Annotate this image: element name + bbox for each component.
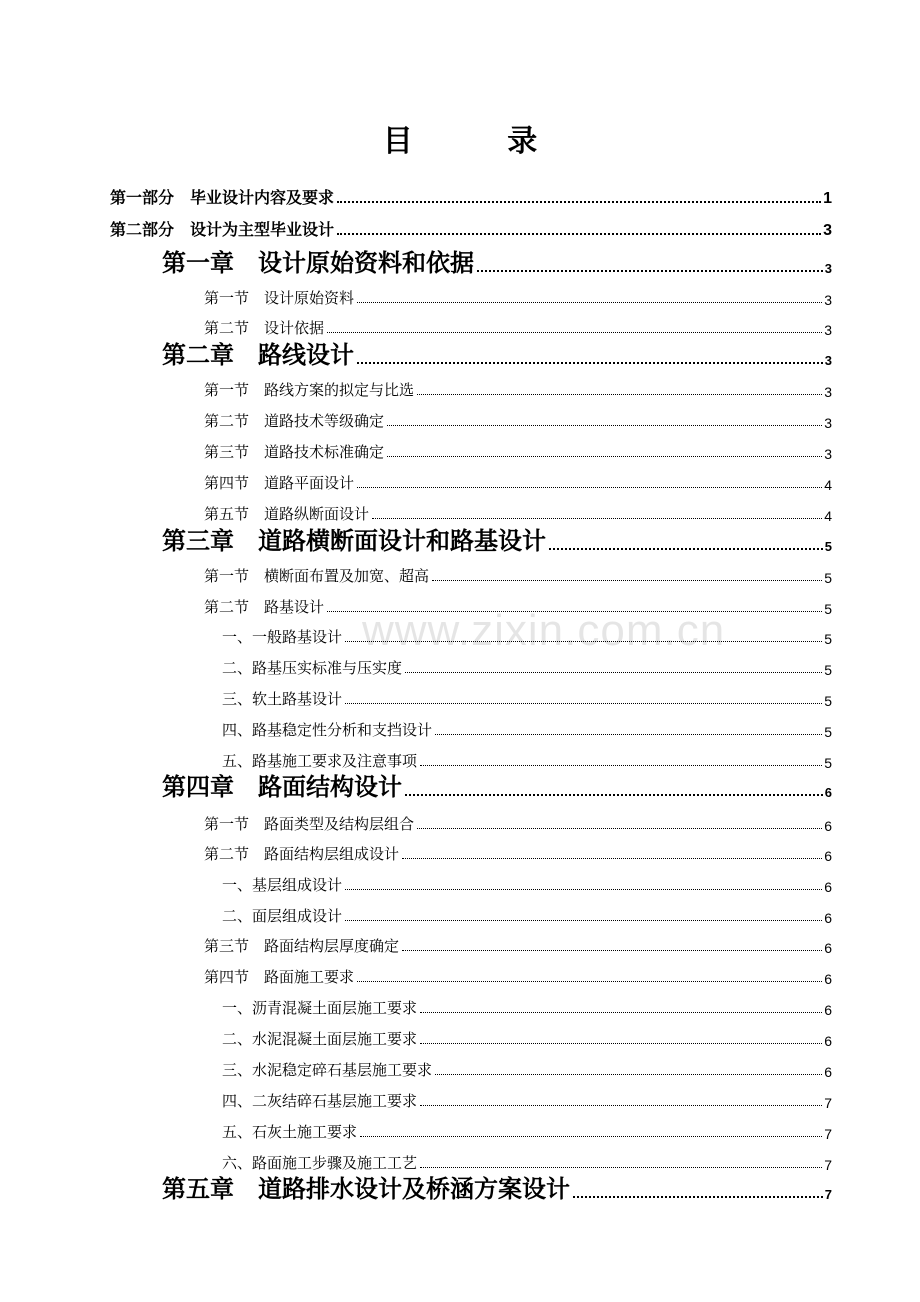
toc-entry-item[interactable] xyxy=(222,623,832,647)
toc-entry-label: 第一部分 毕业设计内容及要求 xyxy=(110,188,335,207)
toc-entry-section[interactable] xyxy=(204,562,832,586)
toc-entry-page-number: 5 xyxy=(824,539,832,554)
toc-entry-page-number: 7 xyxy=(824,1187,832,1202)
dot-leader xyxy=(345,920,822,921)
dot-leader xyxy=(420,1012,822,1013)
toc-entry-section[interactable] xyxy=(204,469,832,493)
toc-entry-label: 二、水泥混凝土面层施工要求 xyxy=(222,1030,418,1048)
toc-entry-label: 第三节 道路技术标准确定 xyxy=(204,443,385,461)
dot-leader xyxy=(420,765,822,766)
toc-entry-item[interactable] xyxy=(222,871,832,895)
toc-entry-item[interactable] xyxy=(222,1118,832,1142)
toc-entry-page-number: 6 xyxy=(824,1002,832,1018)
toc-entry-page-number: 3 xyxy=(824,292,832,308)
toc-entry-chapter[interactable] xyxy=(162,522,832,556)
toc-entry-page-number: 7 xyxy=(824,1126,832,1142)
toc-entry-label: 第一节 设计原始资料 xyxy=(204,289,355,307)
toc-entry-part[interactable] xyxy=(110,182,832,208)
dot-leader xyxy=(327,611,822,612)
toc-entry-label: 第一节 横断面布置及加宽、超高 xyxy=(204,567,430,585)
dot-leader xyxy=(345,889,822,890)
toc-entry-section[interactable] xyxy=(204,593,832,617)
toc-entry-label: 第一节 路面类型及结构层组合 xyxy=(204,815,415,833)
dot-leader xyxy=(420,1105,822,1106)
toc-entry-label: 第三节 路面结构层厚度确定 xyxy=(204,937,400,955)
dot-leader xyxy=(327,332,822,333)
toc-entry-item[interactable] xyxy=(222,685,832,709)
dot-leader xyxy=(432,580,822,581)
toc-entry-label: 一、一般路基设计 xyxy=(222,628,343,646)
dot-leader xyxy=(405,794,823,796)
toc-entry-page-number: 4 xyxy=(824,508,832,524)
toc-entry-label: 二、面层组成设计 xyxy=(222,907,343,925)
toc-entry-item[interactable] xyxy=(222,716,832,740)
toc-entry-page-number: 4 xyxy=(824,477,832,493)
toc-entry-label: 第一章 设计原始资料和依据 xyxy=(162,249,474,277)
toc-entry-page-number: 6 xyxy=(824,818,832,834)
toc-entry-label: 四、路基稳定性分析和支挡设计 xyxy=(222,721,433,739)
toc-entry-item[interactable] xyxy=(222,902,832,926)
toc-entry-section[interactable] xyxy=(204,376,832,400)
toc-entry-label: 三、水泥稳定碎石基层施工要求 xyxy=(222,1061,433,1079)
toc-entry-label: 五、石灰土施工要求 xyxy=(222,1123,358,1141)
dot-leader xyxy=(420,1043,822,1044)
toc-entry-page-number: 3 xyxy=(824,384,832,400)
toc-entry-page-number: 6 xyxy=(824,879,832,895)
toc-entry-page-number: 5 xyxy=(824,755,832,771)
toc-entry-page-number: 3 xyxy=(824,353,832,368)
toc-entry-label: 第一节 路线方案的拟定与比选 xyxy=(204,381,415,399)
toc-entry-page-number: 6 xyxy=(824,940,832,956)
toc-entry-section[interactable] xyxy=(204,284,832,308)
watermark: www.zixin.com.cn xyxy=(362,606,726,655)
dot-leader xyxy=(357,362,823,364)
dot-leader xyxy=(337,201,821,203)
toc-entry-page-number: 5 xyxy=(824,693,832,709)
toc-entry-label: 第五节 道路纵断面设计 xyxy=(204,505,370,523)
toc-entry-label: 二、路基压实标准与压实度 xyxy=(222,659,403,677)
dot-leader xyxy=(405,672,822,673)
dot-leader xyxy=(387,456,822,457)
dot-leader xyxy=(417,828,822,829)
toc-entry-page-number: 7 xyxy=(824,1157,832,1173)
dot-leader xyxy=(357,981,822,982)
dot-leader xyxy=(573,1196,823,1198)
toc-entry-part[interactable] xyxy=(110,214,832,240)
toc-entry-page-number: 1 xyxy=(823,190,832,207)
dot-leader xyxy=(357,487,822,488)
toc-entry-item[interactable] xyxy=(222,994,832,1018)
toc-entry-label: 一、沥青混凝土面层施工要求 xyxy=(222,999,418,1017)
toc-entry-section[interactable] xyxy=(204,932,832,956)
toc-entry-page-number: 3 xyxy=(824,415,832,431)
dot-leader xyxy=(372,518,822,519)
toc-entry-page-number: 6 xyxy=(824,971,832,987)
dot-leader xyxy=(417,394,822,395)
dot-leader xyxy=(402,950,822,951)
toc-entry-section[interactable] xyxy=(204,840,832,864)
toc-entry-page-number: 5 xyxy=(824,724,832,740)
toc-entry-page-number: 6 xyxy=(824,848,832,864)
toc-entry-label: 第二节 设计依据 xyxy=(204,319,325,337)
toc-entry-page-number: 6 xyxy=(824,1033,832,1049)
toc-entry-label: 第二节 道路技术等级确定 xyxy=(204,412,385,430)
dot-leader xyxy=(337,233,821,235)
dot-leader xyxy=(435,1074,822,1075)
dot-leader xyxy=(357,302,822,303)
dot-leader xyxy=(387,425,822,426)
toc-entry-page-number: 5 xyxy=(824,662,832,678)
toc-entry-item[interactable] xyxy=(222,654,832,678)
toc-entry-label: 四、二灰结碎石基层施工要求 xyxy=(222,1092,418,1110)
toc-entry-section[interactable] xyxy=(204,407,832,431)
toc-entry-page-number: 3 xyxy=(824,322,832,338)
toc-entry-item[interactable] xyxy=(222,1056,832,1080)
dot-leader xyxy=(477,270,823,272)
toc-entry-label: 一、基层组成设计 xyxy=(222,876,343,894)
toc-entry-page-number: 6 xyxy=(824,910,832,926)
dot-leader xyxy=(435,734,822,735)
toc-entry-item[interactable] xyxy=(222,1087,832,1111)
toc-entry-chapter[interactable] xyxy=(162,244,832,278)
toc-entry-page-number: 5 xyxy=(824,631,832,647)
toc-entry-label: 第三章 道路横断面设计和路基设计 xyxy=(162,527,546,555)
toc-entry-page-number: 5 xyxy=(824,601,832,617)
toc-entry-label: 第四节 路面施工要求 xyxy=(204,968,355,986)
toc-entry-item[interactable] xyxy=(222,1025,832,1049)
dot-leader xyxy=(345,703,822,704)
toc-entry-label: 第五章 道路排水设计及桥涵方案设计 xyxy=(162,1175,570,1203)
toc-entry-chapter[interactable] xyxy=(162,336,832,370)
toc-entry-label: 第二部分 设计为主型毕业设计 xyxy=(110,220,335,239)
dot-leader xyxy=(402,858,822,859)
toc-entry-section[interactable] xyxy=(204,810,832,834)
toc-entry-section[interactable] xyxy=(204,438,832,462)
toc-entry-label: 第二节 路基设计 xyxy=(204,598,325,616)
dot-leader xyxy=(420,1167,822,1168)
toc-entry-label: 第四节 道路平面设计 xyxy=(204,474,355,492)
toc-entry-page-number: 3 xyxy=(824,446,832,462)
dot-leader xyxy=(360,1136,822,1137)
toc-entry-chapter[interactable] xyxy=(162,768,832,802)
toc-entry-label: 三、软土路基设计 xyxy=(222,690,343,708)
toc-entry-label: 六、路面施工步骤及施工工艺 xyxy=(222,1154,418,1172)
toc-entry-label: 第二章 路线设计 xyxy=(162,341,354,369)
dot-leader xyxy=(345,641,822,642)
toc-entry-section[interactable] xyxy=(204,963,832,987)
toc-entry-label: 第二节 路面结构层组成设计 xyxy=(204,845,400,863)
dot-leader xyxy=(549,548,823,550)
toc-entry-page-number: 3 xyxy=(824,261,832,276)
toc-entry-page-number: 7 xyxy=(824,1095,832,1111)
toc-entry-label: 第四章 路面结构设计 xyxy=(162,773,402,801)
toc-entry-page-number: 5 xyxy=(824,570,832,586)
page-title: 目 录 xyxy=(382,124,580,159)
toc-entry-page-number: 6 xyxy=(824,785,832,800)
toc-entry-page-number: 6 xyxy=(824,1064,832,1080)
toc-entry-page-number: 3 xyxy=(823,222,832,239)
toc-entry-label: 五、路基施工要求及注意事项 xyxy=(222,752,418,770)
toc-entry-chapter[interactable] xyxy=(162,1170,832,1204)
